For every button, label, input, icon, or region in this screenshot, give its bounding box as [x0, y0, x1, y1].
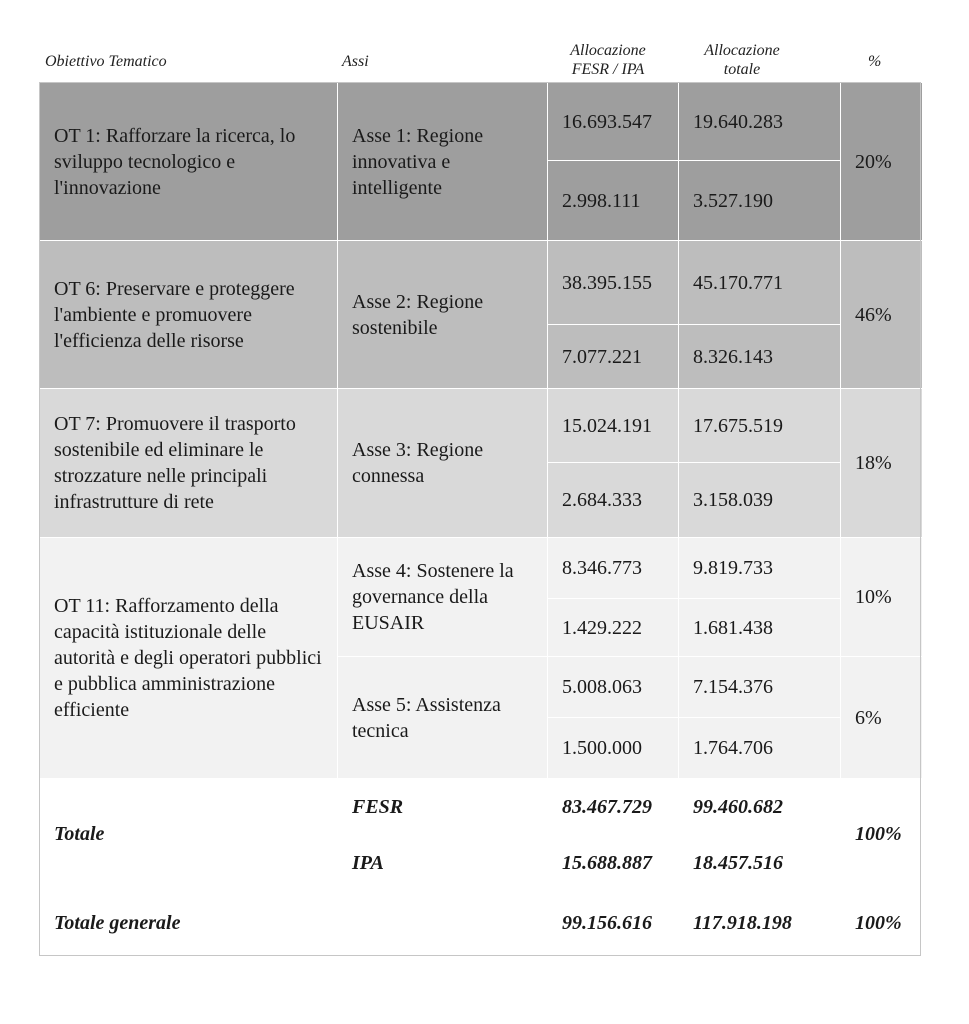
ot1-fesr-allocation: 16.693.547	[548, 83, 679, 161]
table-row	[40, 241, 923, 325]
asse5-fesr-total: 7.154.376	[679, 657, 841, 718]
totale-generale-allocation: 99.156.616	[548, 890, 679, 956]
ot1-percentage: 20%	[841, 83, 923, 241]
totale-ipa-allocation: 15.688.887	[548, 836, 679, 890]
table-row	[40, 389, 923, 463]
ot7-fesr-total: 17.675.519	[679, 389, 841, 463]
totale-label: Totale	[40, 779, 338, 890]
ot6-fesr-allocation: 38.395.155	[548, 241, 679, 325]
totale-generale-total: 117.918.198	[679, 890, 841, 956]
ot1-ipa-allocation: 2.998.111	[548, 161, 679, 241]
table-row	[40, 890, 923, 956]
ot6-ipa-total: 8.326.143	[679, 325, 841, 389]
table-row	[40, 779, 923, 836]
totale-fesr-total: 99.460.682	[679, 779, 841, 836]
asse5-percentage: 6%	[841, 657, 923, 779]
axis-asse2: Asse 2: Regione sostenibile	[338, 241, 548, 389]
objective-ot7: OT 7: Promuovere il trasporto sostenibile ed eliminare le strozzature nelle principali infrastrutture di rete	[40, 389, 338, 538]
table-row	[40, 83, 923, 161]
ot6-fesr-total: 45.170.771	[679, 241, 841, 325]
axis-asse5: Asse 5: Assistenza tecnica	[338, 657, 548, 779]
header-assi: Assi	[342, 53, 369, 70]
asse4-ipa-total: 1.681.438	[679, 599, 841, 657]
header-allocazione-fesr-ipa: Allocazione FESR / IPA	[570, 42, 646, 78]
totale-ipa-label: IPA	[338, 836, 548, 890]
header-allocazione-totale: Allocazione totale	[704, 42, 780, 78]
ot7-percentage: 18%	[841, 389, 923, 538]
axis-asse3: Asse 3: Regione connessa	[338, 389, 548, 538]
totale-percentage: 100%	[841, 779, 923, 890]
header-percentuale: %	[868, 53, 882, 70]
asse5-fesr-allocation: 5.008.063	[548, 657, 679, 718]
objective-ot6: OT 6: Preservare e proteggere l'ambiente e promuovere l'efficienza delle risorse	[40, 241, 338, 389]
asse5-ipa-allocation: 1.500.000	[548, 718, 679, 779]
ot7-fesr-allocation: 15.024.191	[548, 389, 679, 463]
asse5-ipa-total: 1.764.706	[679, 718, 841, 779]
ot6-ipa-allocation: 7.077.221	[548, 325, 679, 389]
asse4-fesr-total: 9.819.733	[679, 538, 841, 599]
asse4-ipa-allocation: 1.429.222	[548, 599, 679, 657]
totale-ipa-total: 18.457.516	[679, 836, 841, 890]
totale-fesr-label: FESR	[338, 779, 548, 836]
ot1-fesr-total: 19.640.283	[679, 83, 841, 161]
ot7-ipa-total: 3.158.039	[679, 463, 841, 538]
header-obiettivo: Obiettivo Tematico	[45, 53, 167, 70]
ot6-percentage: 46%	[841, 241, 923, 389]
axis-asse4: Asse 4: Sostenere la governance della EUSAIR	[338, 538, 548, 657]
table-row	[40, 538, 923, 599]
ot7-ipa-allocation: 2.684.333	[548, 463, 679, 538]
totale-fesr-allocation: 83.467.729	[548, 779, 679, 836]
objective-ot1: OT 1: Rafforzare la ricerca, lo sviluppo tecnologico e l'innovazione	[40, 83, 338, 241]
totale-generale-empty	[338, 890, 548, 956]
totale-generale-label: Totale generale	[40, 890, 338, 956]
asse4-percentage: 10%	[841, 538, 923, 657]
asse4-fesr-allocation: 8.346.773	[548, 538, 679, 599]
axis-asse1: Asse 1: Regione innovativa e intelligente	[338, 83, 548, 241]
allocation-table	[39, 82, 923, 956]
ot1-ipa-total: 3.527.190	[679, 161, 841, 241]
objective-ot11: OT 11: Rafforzamento della capacità istituzionale delle autorità e degli operatori pubblici e pubblica amministrazione efficiente	[40, 538, 338, 779]
totale-generale-percentage: 100%	[841, 890, 923, 956]
